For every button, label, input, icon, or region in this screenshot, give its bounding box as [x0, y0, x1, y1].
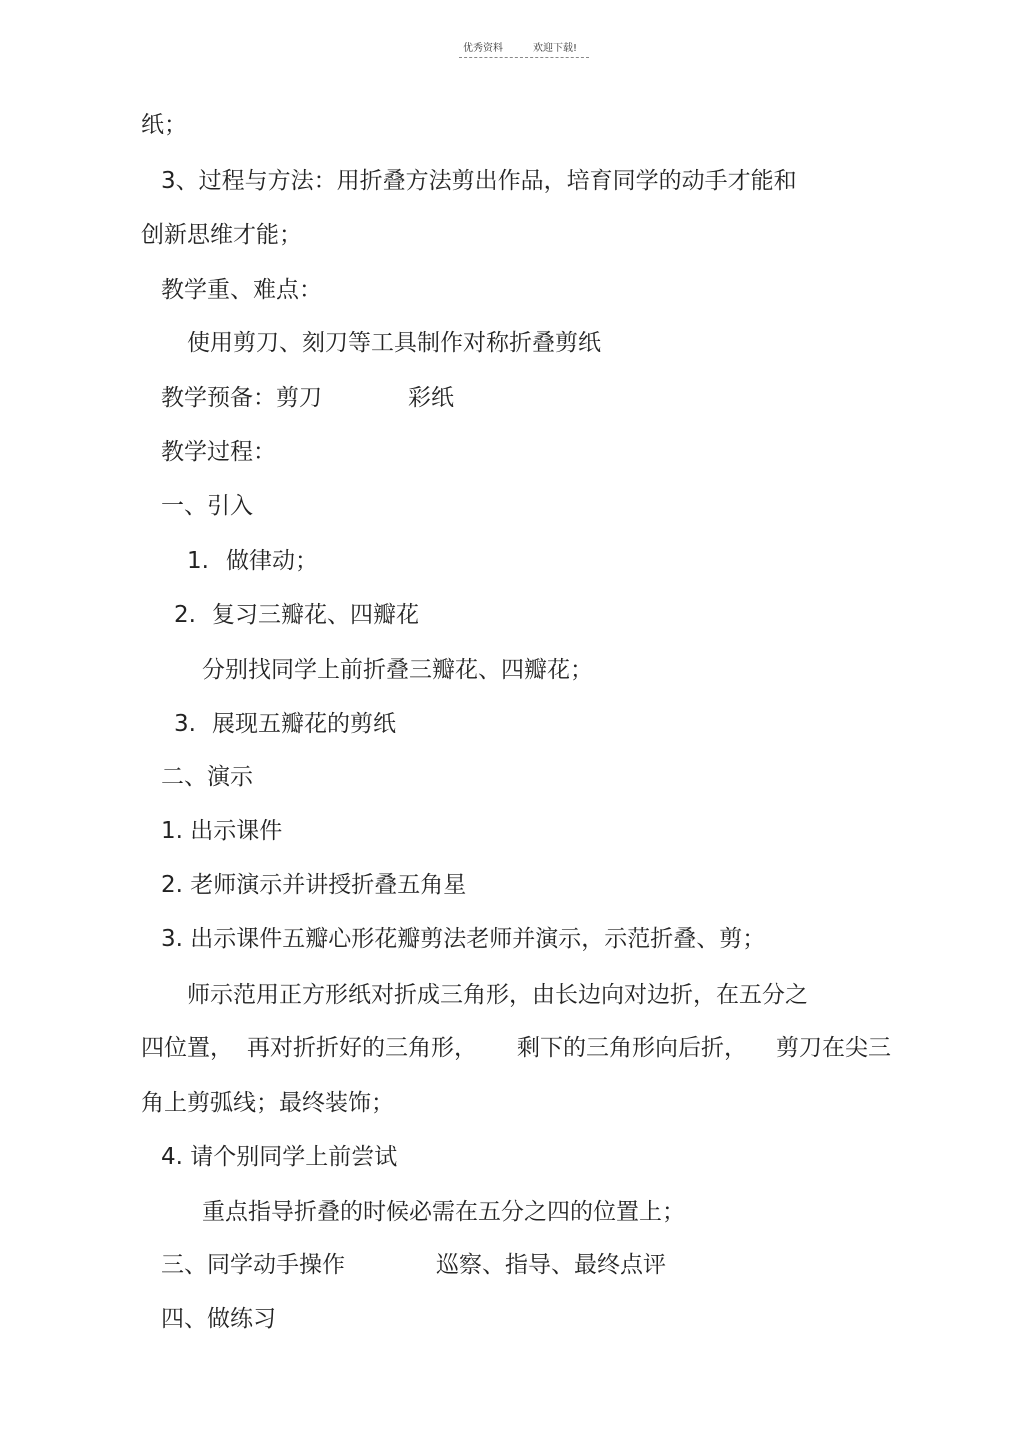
- text-line: 教学重、难点：: [161, 277, 322, 303]
- header-rule: [459, 57, 589, 58]
- text-line: 1. 出示课件: [161, 818, 283, 844]
- text-line: 复习三瓣花、四瓣花: [212, 602, 419, 628]
- text-line: 彩纸: [408, 385, 454, 411]
- text-line: 展现五瓣花的剪纸: [212, 711, 396, 737]
- text-line: 分别找同学上前折叠三瓣花、四瓣花；: [202, 657, 593, 683]
- text-line: 做律动；: [226, 548, 318, 574]
- list-number: 2.: [174, 602, 196, 628]
- text-line: 师示范用正方形纸对折成三角形，由长边向对边折，在五分之: [187, 982, 808, 1008]
- list-number: 1.: [187, 548, 209, 574]
- text-line: 使用剪刀、刻刀等工具制作对称折叠剪纸: [187, 330, 601, 356]
- text-line: 剩下的三角形向后折，: [517, 1035, 747, 1061]
- text-line: 剪刀在尖三: [776, 1035, 891, 1061]
- text-line: 巡察、指导、最终点评: [436, 1252, 666, 1278]
- list-number: 3.: [174, 711, 196, 737]
- text-line: 四、做练习: [161, 1306, 276, 1332]
- text-line: 教学过程：: [161, 439, 276, 465]
- text-line: 4. 请个别同学上前尝试: [161, 1144, 398, 1170]
- text-line: 3. 出示课件五瓣心形花瓣剪法老师并演示，示范折叠、剪；: [161, 926, 766, 952]
- header-right-text: 欢迎下载!: [533, 43, 578, 54]
- page-header: [459, 42, 591, 60]
- header-left-text: 优秀资料: [463, 43, 503, 54]
- text-line: 创新思维才能；: [141, 222, 302, 248]
- text-line: 纸；: [141, 112, 187, 138]
- text-line: 二、演示: [161, 764, 253, 790]
- text-line: 再对折折好的三角形，: [247, 1035, 477, 1061]
- text-line: 教学预备：剪刀: [161, 385, 322, 411]
- text-line: 3、过程与方法：用折叠方法剪出作品，培育同学的动手才能和: [161, 168, 797, 194]
- text-line: 三、同学动手操作: [161, 1252, 345, 1278]
- text-line: 重点指导折叠的时候必需在五分之四的位置上；: [202, 1199, 685, 1225]
- text-line: 角上剪弧线；最终装饰；: [141, 1090, 394, 1116]
- text-line: 一、引入: [161, 493, 253, 519]
- text-line: 四位置，: [141, 1035, 233, 1061]
- text-line: 2. 老师演示并讲授折叠五角星: [161, 872, 467, 898]
